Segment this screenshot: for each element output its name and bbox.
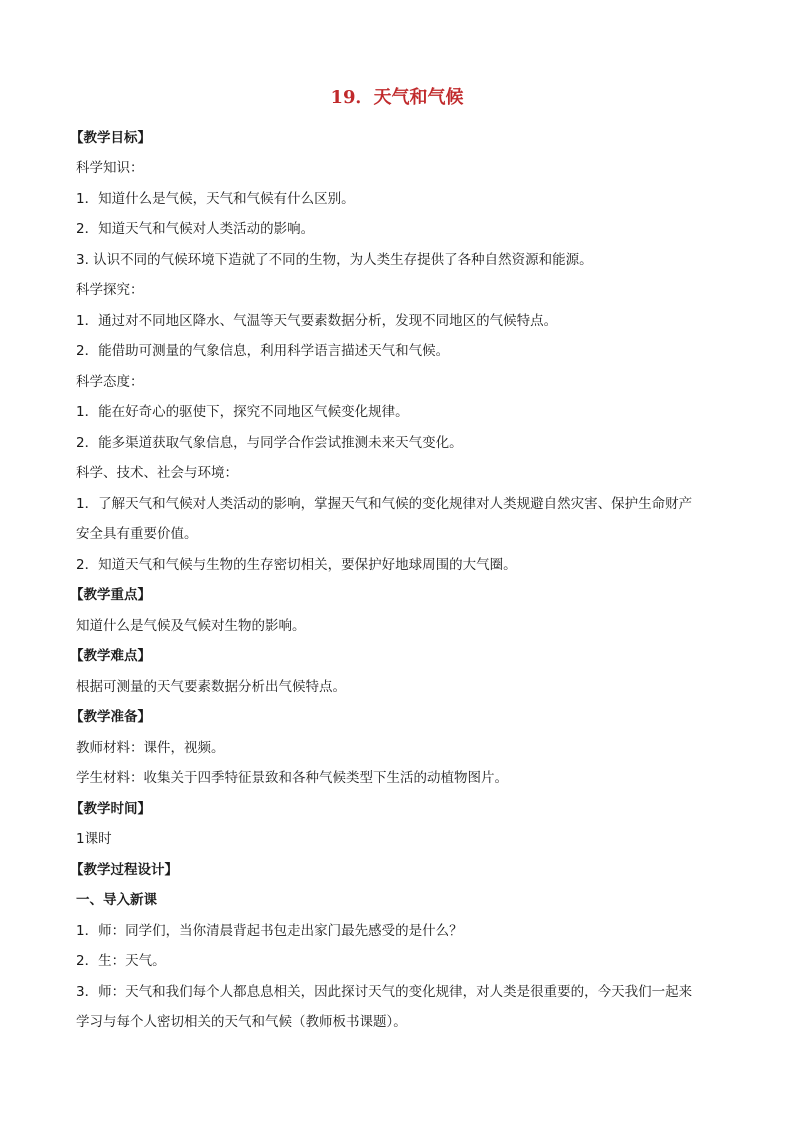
section-heading-preparation: 【教学准备】 [70, 709, 151, 725]
paragraph-line: 1．通过对不同地区降水、气温等天气要素数据分析，发现不同地区的气候特点。 [76, 313, 558, 329]
section-heading-objectives: 【教学目标】 [70, 130, 151, 146]
paragraph-line: 根据可测量的天气要素数据分析出气候特点。 [76, 679, 346, 695]
paragraph-line: 1课时 [76, 831, 112, 847]
paragraph-line: 2．生：天气。 [76, 953, 166, 969]
paragraph-line: 3. 认识不同的气候环境下造就了不同的生物，为人类生存提供了各种自然资源和能源。 [76, 252, 593, 268]
paragraph-line: 知道什么是气候及气候对生物的影响。 [76, 618, 306, 634]
subheading-science-attitude: 科学态度： [76, 374, 144, 390]
subheading-sts: 科学、技术、社会与环境： [76, 465, 238, 481]
paragraph-line: 1．了解天气和气候对人类活动的影响，掌握天气和气候的变化规律对人类规避自然灾害、保护生命财产 [76, 496, 693, 512]
paragraph-line: 1．师：同学们，当你清晨背起书包走出家门最先感受的是什么？ [76, 923, 463, 939]
subheading-introduction: 一、导入新课 [76, 892, 157, 908]
subheading-science-knowledge: 科学知识： [76, 160, 144, 176]
subheading-science-inquiry: 科学探究： [76, 282, 144, 298]
paragraph-line: 教师材料：课件，视频。 [76, 740, 225, 756]
paragraph-line: 1．能在好奇心的驱使下，探究不同地区气候变化规律。 [76, 404, 409, 420]
section-heading-process: 【教学过程设计】 [70, 862, 178, 878]
document-title: 19．天气和气候 [330, 87, 464, 108]
paragraph-line: 学习与每个人密切相关的天气和气候（教师板书课题）。 [76, 1014, 407, 1030]
paragraph-line: 3．师：天气和我们每个人都息息相关，因此探讨天气的变化规律，对人类是很重要的，今天我们一起来 [76, 984, 693, 1000]
section-heading-key-points: 【教学重点】 [70, 587, 151, 603]
paragraph-line: 2．知道天气和气候与生物的生存密切相关，要保护好地球周围的大气圈。 [76, 557, 517, 573]
paragraph-line: 2．能借助可测量的气象信息，利用科学语言描述天气和气候。 [76, 343, 450, 359]
section-heading-time: 【教学时间】 [70, 801, 151, 817]
paragraph-line: 学生材料：收集关于四季特征景致和各种气候类型下生活的动植物图片。 [76, 770, 508, 786]
paragraph-line: 2．知道天气和气候对人类活动的影响。 [76, 221, 315, 237]
paragraph-line: 安全具有重要价值。 [76, 526, 198, 542]
section-heading-difficulties: 【教学难点】 [70, 648, 151, 664]
paragraph-line: 2．能多渠道获取气象信息，与同学合作尝试推测未来天气变化。 [76, 435, 463, 451]
paragraph-line: 1．知道什么是气候，天气和气候有什么区别。 [76, 191, 355, 207]
